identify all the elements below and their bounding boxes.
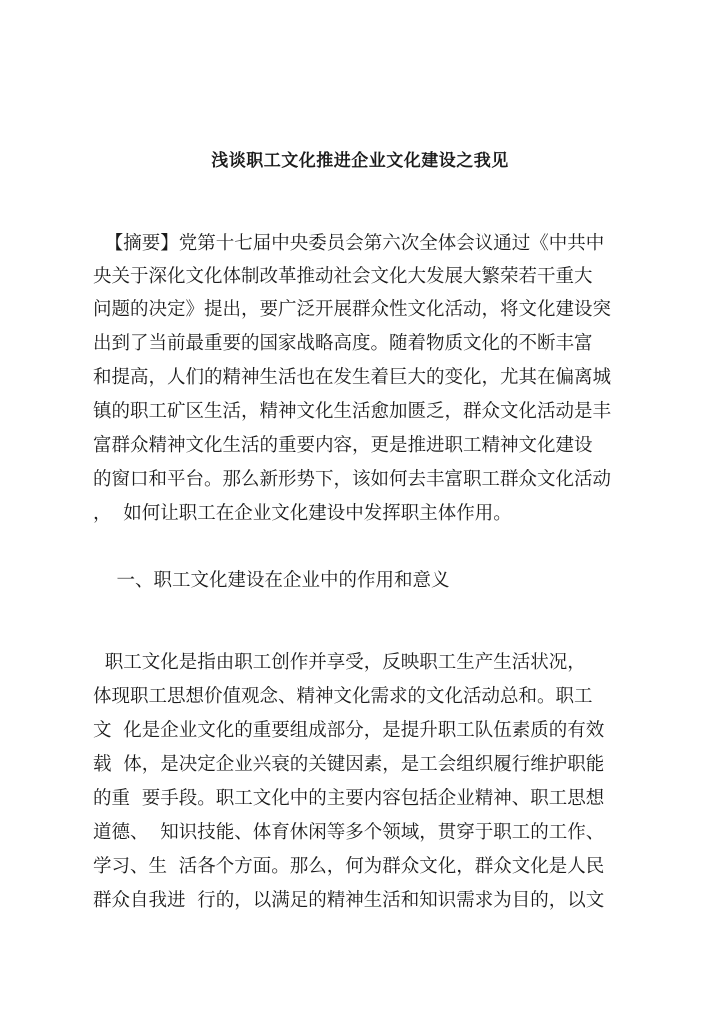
body-line: 的重 要手段。职工文化中的主要内容包括企业精神、职工思想 [93,788,605,809]
abstract-line: 【摘要】党第十七届中央委员会第六次全体会议通过《中共中 [93,233,605,254]
abstract-line: 富群众精神文化生活的重要内容，更是推进职工精神文化建设 [93,435,593,456]
abstract-line: 出到了当前最重要的国家战略高度。随着物质文化的不断丰富 [93,333,593,354]
document-title: 浅谈职工文化推进企业文化建设之我见 [211,151,509,171]
body-line: 载 体，是决定企业兴衰的关键因素，是工会组织履行维护职能 [93,754,605,775]
abstract-line: 央关于深化文化体制改革推动社会文化大发展大繁荣若干重大 [93,266,593,287]
body-line: 学习、生 活各个方面。那么，何为群众文化，群众文化是人民 [93,856,605,877]
body-line: 体现职工思想价值观念、精神文化需求的文化活动总和。职工 [93,686,593,707]
body-line: 文 化是企业文化的重要组成部分，是提升职工队伍素质的有效 [93,720,605,741]
abstract-line: 镇的职工矿区生活，精神文化生活愈加匮乏，群众文化活动是丰 [93,401,612,422]
abstract-line: 和提高，人们的精神生活也在发生着巨大的变化，尤其在偏离城 [93,367,612,388]
abstract-line: ， 如何让职工在企业文化建设中发挥职主体作用。 [93,503,512,524]
section-heading: 一、职工文化建设在企业中的作用和意义 [93,570,450,591]
body-line: 职工文化是指由职工创作并享受，反映职工生产生活状况， [93,652,586,673]
abstract-line: 问题的决定》提出，要广泛开展群众性文化活动，将文化建设突 [93,299,612,320]
body-line: 群众自我进 行的，以满足的精神生活和知识需求为目的，以文 [93,890,605,911]
abstract-line: 的窗口和平台。那么新形势下，该如何去丰富职工群众文化活动 [93,469,612,490]
body-line: 道德、 知识技能、体育休闲等多个领域，贯穿于职工的工作、 [93,822,605,843]
